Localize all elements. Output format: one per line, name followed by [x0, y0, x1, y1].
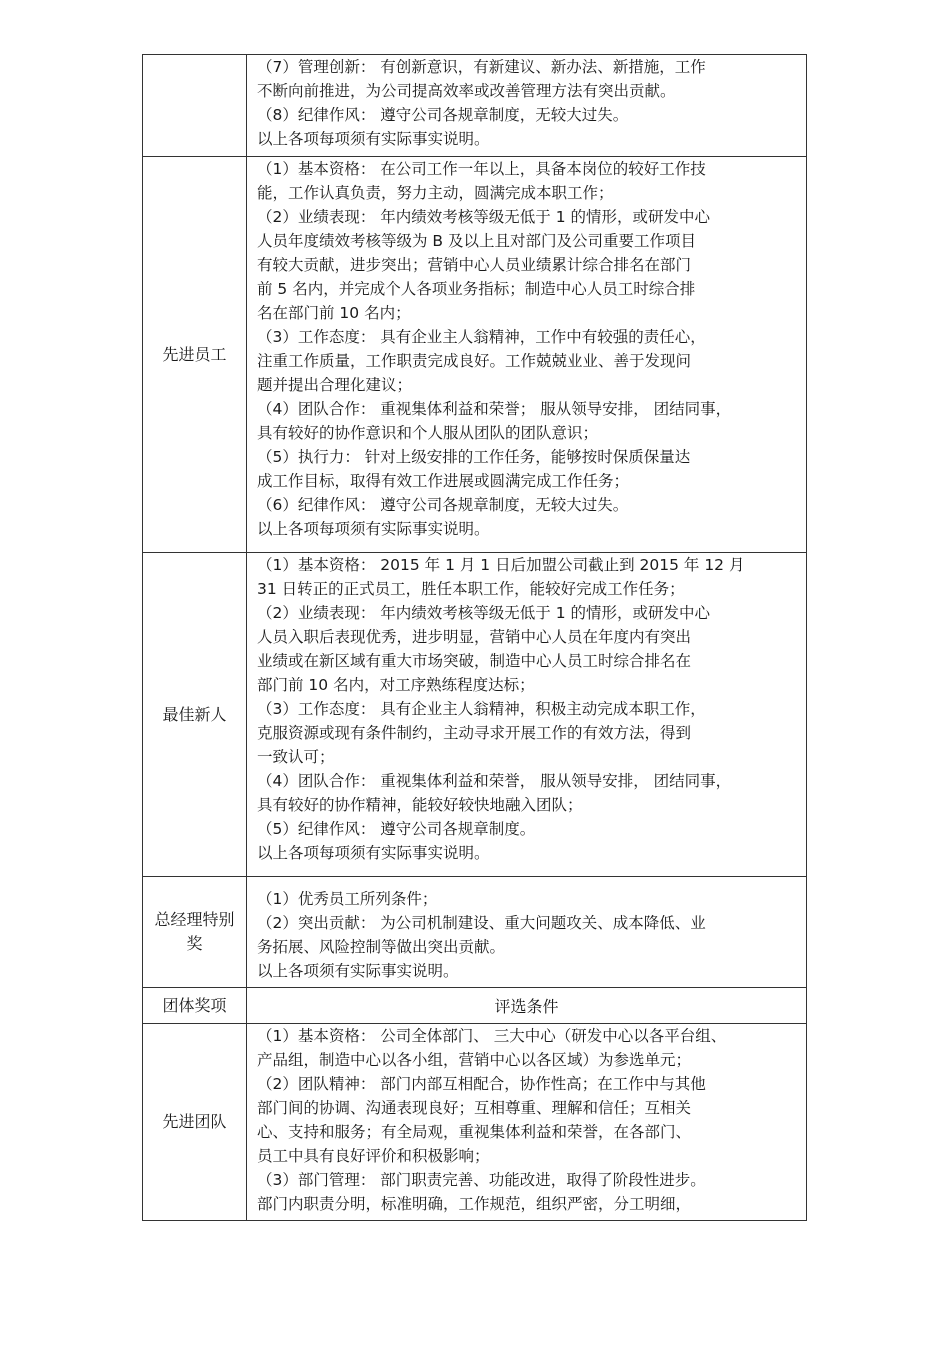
criteria-line: 注重工作质量，工作职责完成良好。工作兢兢业业、善于发现问 — [257, 352, 692, 370]
criteria-line: （4）团队合作： 重视集体利益和荣誉， 服从领导安排， 团结同事， — [257, 772, 732, 790]
criteria-line: 以上各项每项须有实际事实说明。 — [257, 130, 490, 148]
row-label-cell — [143, 1024, 247, 1221]
criteria-line: 能，工作认真负责，努力主动，圆满完成本职工作； — [257, 184, 614, 202]
criteria-line: 以上各项每项须有实际事实说明。 — [257, 520, 490, 538]
criteria-line: （4）团队合作： 重视集体利益和荣誉； 服从领导安排， 团结同事， — [257, 400, 732, 418]
row-label-cell — [143, 877, 247, 988]
criteria-line: 人员入职后表现优秀，进步明显，营销中心人员在年度内有突出 — [257, 628, 692, 646]
criteria-line: （3）工作态度： 具有企业主人翁精神，工作中有较强的责任心， — [257, 328, 706, 346]
award-criteria-table — [142, 54, 807, 1221]
criteria-line: 人员年度绩效考核等级为 B 及以上且对部门及公司重要工作项目 — [257, 232, 696, 250]
award-name: 最佳新人 — [162, 704, 227, 724]
column-header-award — [143, 988, 247, 1024]
criteria-line: 部门间的协调、沟通表现良好；互相尊重、理解和信任；互相关 — [257, 1099, 692, 1117]
criteria-line: 以上各项须有实际事实说明。 — [257, 962, 459, 980]
criteria-line: 一致认可； — [257, 748, 335, 766]
criteria-line: 具有较好的协作精神，能较好较快地融入团队； — [257, 796, 583, 814]
table-row — [143, 553, 807, 877]
table-row — [143, 877, 807, 988]
award-name: 先进员工 — [162, 344, 227, 364]
group-award-header: 团体奖项 — [162, 995, 227, 1015]
criteria-cell — [247, 55, 807, 157]
criteria-line: 部门内职责分明，标准明确，工作规范，组织严密，分工明细， — [257, 1195, 692, 1213]
column-header-criteria: 评选条件 — [247, 988, 807, 1024]
criteria-line: 部门前 10 名内，对工序熟练程度达标； — [257, 676, 535, 694]
criteria-line: 员工中具有良好评价和积极影响； — [257, 1147, 490, 1165]
criteria-line: （1）基本资格： 在公司工作一年以上，具备本岗位的较好工作技 — [257, 160, 706, 178]
row-label-cell — [143, 157, 247, 553]
criteria-cell — [247, 157, 807, 553]
criteria-line: 前 5 名内，并完成个人各项业务指标；制造中心人员工时综合排 — [257, 280, 696, 298]
table-row — [143, 1024, 807, 1221]
criteria-line: （2）业绩表现： 年内绩效考核等级无低于 1 的情形，或研发中心 — [257, 604, 711, 622]
criteria-line: （1）基本资格： 公司全体部门、 三大中心（研发中心以各平台组、 — [257, 1027, 727, 1045]
criteria-line: （5）纪律作风： 遵守公司各规章制度。 — [257, 820, 536, 838]
criteria-line: （7）管理创新： 有创新意识，有新建议、新办法、新措施，工作 — [257, 58, 706, 76]
award-name: 先进团队 — [162, 1112, 227, 1131]
criteria-line: （2）业绩表现： 年内绩效考核等级无低于 1 的情形，或研发中心 — [257, 208, 711, 226]
criteria-line: （8）纪律作风： 遵守公司各规章制度，无较大过失。 — [257, 106, 629, 124]
criteria-line: （5）执行力： 针对上级安排的工作任务，能够按时保质保量达 — [257, 448, 691, 466]
criteria-line: 业绩或在新区域有重大市场突破，制造中心人员工时综合排名在 — [257, 652, 692, 670]
criteria-line: 题并提出合理化建议； — [257, 376, 413, 394]
criteria-line: 31 日转正的正式员工，胜任本职工作，能较好完成工作任务； — [257, 580, 685, 598]
criteria-cell — [247, 553, 807, 877]
row-label-cell — [143, 55, 247, 157]
criteria-line: （1）基本资格： 2015 年 1 月 1 日后加盟公司截止到 2015 年 12 月 — [257, 556, 745, 574]
criteria-line: 产品组，制造中心以各小组，营销中心以各区域）为参选单元； — [257, 1051, 692, 1069]
criteria-cell — [247, 1024, 807, 1221]
table-header-row — [143, 988, 807, 1024]
award-name: 总经理特别奖 — [154, 910, 235, 953]
criteria-line: 成工作目标，取得有效工作进展或圆满完成工作任务； — [257, 472, 630, 490]
criteria-line: （1）优秀员工所列条件； — [257, 890, 438, 908]
criteria-line: 具有较好的协作意识和个人服从团队的团队意识； — [257, 424, 599, 442]
criteria-line: （3）工作态度： 具有企业主人翁精神，积极主动完成本职工作， — [257, 700, 706, 718]
criteria-line: 以上各项每项须有实际事实说明。 — [257, 844, 490, 862]
criteria-cell — [247, 877, 807, 988]
criteria-line: 不断向前推进，为公司提高效率或改善管理方法有突出贡献。 — [257, 82, 676, 100]
criteria-line: （2）团队精神： 部门内部互相配合，协作性高；在工作中与其他 — [257, 1075, 706, 1093]
table-row — [143, 157, 807, 553]
criteria-line: 心、支持和服务；有全局观，重视集体利益和荣誉，在各部门、 — [257, 1123, 692, 1141]
criteria-line: （2）突出贡献： 为公司机制建设、重大问题攻关、成本降低、业 — [257, 914, 706, 932]
criteria-line: 名在部门前 10 名内； — [257, 304, 411, 322]
criteria-line: 有较大贡献，进步突出；营销中心人员业绩累计综合排名在部门 — [257, 256, 692, 274]
criteria-line: 克服资源或现有条件制约，主动寻求开展工作的有效方法，得到 — [257, 724, 692, 742]
criteria-line: 务拓展、风险控制等做出突出贡献。 — [257, 938, 506, 956]
criteria-line: （6）纪律作风： 遵守公司各规章制度，无较大过失。 — [257, 496, 629, 514]
table-row — [143, 55, 807, 157]
row-label-cell — [143, 553, 247, 877]
criteria-line: （3）部门管理： 部门职责完善、功能改进，取得了阶段性进步。 — [257, 1171, 706, 1189]
